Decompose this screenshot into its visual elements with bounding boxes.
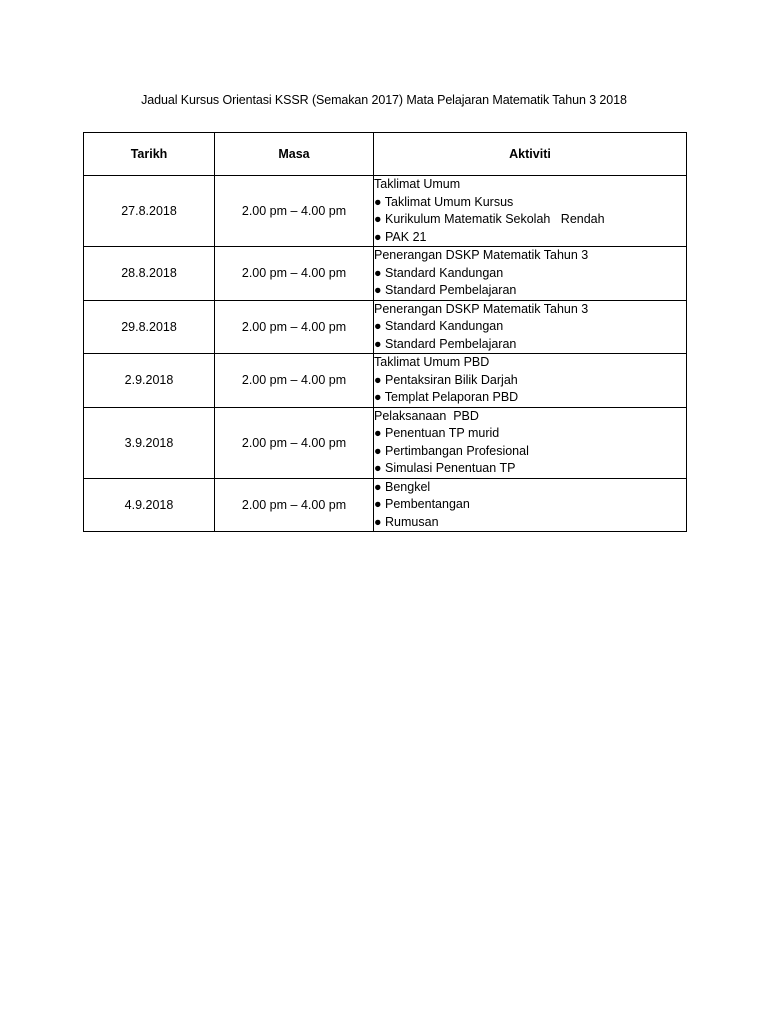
activity-item: ● Standard Kandungan [374,319,504,333]
activity-item: ● Simulasi Penentuan TP [374,461,516,475]
activity-item: ● Kurikulum Matematik Sekolah Rendah [374,212,605,226]
activity-item: ● Standard Kandungan [374,265,504,280]
activity-item: ● Taklimat Umum Kursus [374,194,514,209]
cell-activity [374,300,687,354]
activity-item: ● Rumusan [374,514,439,529]
table-row [84,247,687,301]
cell-date: 27.8.2018 [84,176,215,247]
cell-date: 29.8.2018 [84,300,215,354]
cell-time: 2.00 pm – 4.00 pm [215,300,374,354]
header-activity: Aktiviti [374,133,687,176]
cell-activity [374,176,687,247]
activity-heading: Taklimat Umum PBD [374,355,490,369]
activity-item: ● Pentaksiran Bilik Darjah [374,372,518,387]
table-row [84,354,687,408]
header-date: Tarikh [84,133,215,176]
table-row [84,407,687,478]
cell-time: 2.00 pm – 4.00 pm [215,478,374,532]
cell-activity [374,478,687,532]
activity-heading: Penerangan DSKP Matematik Tahun 3 [374,248,589,262]
cell-date: 2.9.2018 [84,354,215,408]
document-title: Jadual Kursus Orientasi KSSR (Semakan 2017) Mata Pelajaran Matematik Tahun 3 2018 [141,93,627,107]
activity-item: ● Pembentangan [374,497,470,511]
cell-activity [374,247,687,301]
schedule-table [83,132,687,532]
cell-time: 2.00 pm – 4.00 pm [215,247,374,301]
cell-activity [374,407,687,478]
cell-date: 4.9.2018 [84,478,215,532]
table-row [84,478,687,532]
cell-date: 28.8.2018 [84,247,215,301]
activity-item: ● PAK 21 [374,229,427,244]
activity-heading: Taklimat Umum [374,177,461,191]
header-time: Masa [215,133,374,176]
activity-item: ● Standard Pembelajaran [374,336,517,351]
activity-item: ● Templat Pelaporan PBD [374,390,519,404]
cell-date: 3.9.2018 [84,407,215,478]
activity-item: ● Penentuan TP murid [374,426,500,440]
activity-item: ● Standard Pembelajaran [374,283,517,297]
table-row [84,300,687,354]
cell-time: 2.00 pm – 4.00 pm [215,176,374,247]
cell-time: 2.00 pm – 4.00 pm [215,407,374,478]
cell-activity [374,354,687,408]
table-row [84,176,687,247]
activity-heading: Penerangan DSKP Matematik Tahun 3 [374,301,589,316]
activity-item: ● Pertimbangan Profesional [374,443,529,458]
table-header-row [84,133,687,176]
activity-item: ● Bengkel [374,479,431,494]
activity-heading: Pelaksanaan PBD [374,408,479,423]
cell-time: 2.00 pm – 4.00 pm [215,354,374,408]
